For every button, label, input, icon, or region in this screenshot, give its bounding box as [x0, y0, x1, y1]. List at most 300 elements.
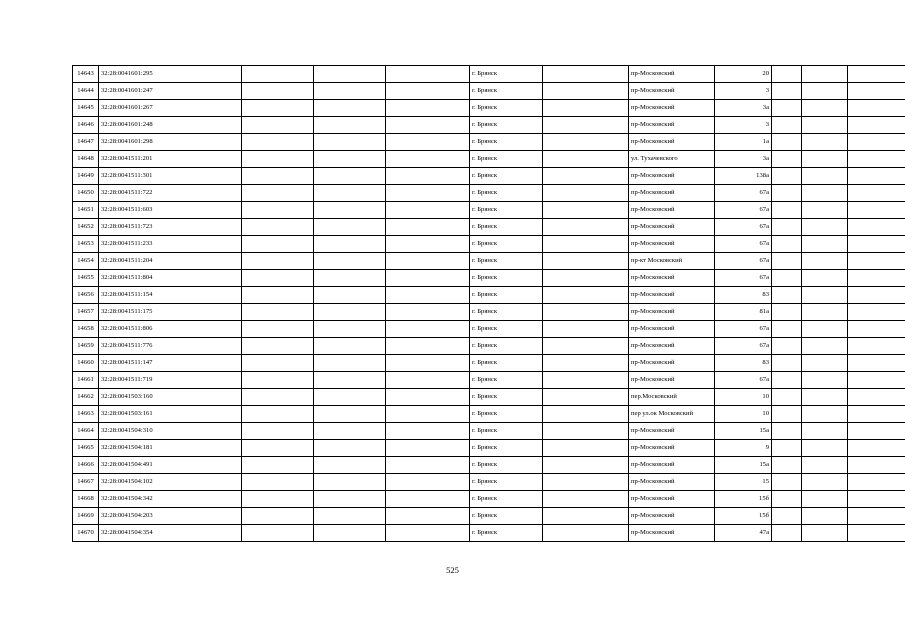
row-number: 14646: [73, 117, 99, 134]
empty-cell: [314, 253, 386, 270]
empty-cell: [802, 440, 848, 457]
empty-cell: [314, 202, 386, 219]
house-number: 67а: [715, 270, 772, 287]
empty-cell: [772, 185, 802, 202]
table-row: [73, 321, 905, 338]
empty-cell: [242, 185, 314, 202]
street-cell: пр-Московский: [629, 525, 715, 542]
cadastral-number: 32:28:0041511:147: [99, 355, 242, 372]
city-cell: г. Брянск: [470, 100, 543, 117]
empty-cell: [772, 338, 802, 355]
cadastral-number: 32:28:0041503:161: [99, 406, 242, 423]
table-row: [73, 338, 905, 355]
empty-cell: [802, 372, 848, 389]
empty-cell: [848, 202, 905, 219]
empty-cell: [386, 151, 470, 168]
empty-cell: [848, 83, 905, 100]
street-cell: пр-Московский: [629, 236, 715, 253]
row-number: 14667: [73, 474, 99, 491]
table-row: [73, 508, 905, 525]
empty-cell: [848, 270, 905, 287]
table-row: [73, 525, 905, 542]
empty-cell: [802, 406, 848, 423]
empty-cell: [242, 100, 314, 117]
empty-cell: [314, 117, 386, 134]
street-cell: пр-Московский: [629, 202, 715, 219]
street-cell: пр-Московский: [629, 474, 715, 491]
empty-cell: [802, 151, 848, 168]
empty-cell: [772, 134, 802, 151]
empty-cell: [802, 253, 848, 270]
cadastral-number: 32:28:0041511:723: [99, 219, 242, 236]
row-number: 14647: [73, 134, 99, 151]
empty-cell: [772, 321, 802, 338]
empty-cell: [772, 372, 802, 389]
house-number: 3: [715, 83, 772, 100]
empty-cell: [543, 66, 629, 83]
row-number: 14666: [73, 457, 99, 474]
city-cell: г. Брянск: [470, 389, 543, 406]
empty-cell: [314, 338, 386, 355]
empty-cell: [802, 321, 848, 338]
empty-cell: [543, 270, 629, 287]
empty-cell: [242, 406, 314, 423]
empty-cell: [543, 406, 629, 423]
table-row: [73, 100, 905, 117]
house-number: 15: [715, 474, 772, 491]
house-number: 67а: [715, 321, 772, 338]
empty-cell: [848, 355, 905, 372]
cadastral-number: 32:28:0041511:301: [99, 168, 242, 185]
empty-cell: [543, 508, 629, 525]
empty-cell: [314, 406, 386, 423]
cadastral-number: 32:28:0041511:233: [99, 236, 242, 253]
empty-cell: [848, 66, 905, 83]
city-cell: г. Брянск: [470, 134, 543, 151]
table-row: [73, 389, 905, 406]
empty-cell: [848, 117, 905, 134]
row-number: 14654: [73, 253, 99, 270]
empty-cell: [543, 219, 629, 236]
empty-cell: [848, 168, 905, 185]
cadastral-number: 32:28:0041601:267: [99, 100, 242, 117]
city-cell: г. Брянск: [470, 66, 543, 83]
cadastral-number: 32:28:0041504:354: [99, 525, 242, 542]
empty-cell: [802, 508, 848, 525]
cadastral-number: 32:28:0041511:776: [99, 338, 242, 355]
table-row: [73, 117, 905, 134]
street-cell: пр-Московский: [629, 185, 715, 202]
cadastral-number: 32:28:0041511:722: [99, 185, 242, 202]
empty-cell: [242, 66, 314, 83]
house-number: 67а: [715, 338, 772, 355]
empty-cell: [242, 151, 314, 168]
empty-cell: [314, 474, 386, 491]
empty-cell: [772, 406, 802, 423]
empty-cell: [386, 66, 470, 83]
city-cell: г. Брянск: [470, 321, 543, 338]
empty-cell: [802, 355, 848, 372]
row-number: 14650: [73, 185, 99, 202]
empty-cell: [802, 66, 848, 83]
street-cell: пр-Московский: [629, 457, 715, 474]
empty-cell: [242, 508, 314, 525]
empty-cell: [314, 423, 386, 440]
empty-cell: [314, 219, 386, 236]
table-row: [73, 219, 905, 236]
house-number: 67а: [715, 372, 772, 389]
table-row: [73, 372, 905, 389]
empty-cell: [242, 321, 314, 338]
row-number: 14656: [73, 287, 99, 304]
empty-cell: [543, 491, 629, 508]
empty-cell: [802, 389, 848, 406]
house-number: 83: [715, 355, 772, 372]
page-number: 525: [446, 565, 459, 575]
empty-cell: [802, 168, 848, 185]
empty-cell: [242, 287, 314, 304]
empty-cell: [386, 168, 470, 185]
empty-cell: [314, 491, 386, 508]
empty-cell: [772, 253, 802, 270]
city-cell: г. Брянск: [470, 491, 543, 508]
empty-cell: [386, 253, 470, 270]
row-number: 14665: [73, 440, 99, 457]
table-row: [73, 491, 905, 508]
house-number: 81а: [715, 304, 772, 321]
table-row: [73, 423, 905, 440]
house-number: 15а: [715, 457, 772, 474]
city-cell: г. Брянск: [470, 83, 543, 100]
street-cell: пр-Московский: [629, 270, 715, 287]
empty-cell: [848, 491, 905, 508]
street-cell: пр-кт Московский: [629, 253, 715, 270]
empty-cell: [386, 287, 470, 304]
city-cell: г. Брянск: [470, 219, 543, 236]
empty-cell: [386, 406, 470, 423]
empty-cell: [386, 525, 470, 542]
street-cell: пр-Московский: [629, 117, 715, 134]
city-cell: г. Брянск: [470, 253, 543, 270]
empty-cell: [772, 440, 802, 457]
empty-cell: [386, 219, 470, 236]
city-cell: г. Брянск: [470, 202, 543, 219]
empty-cell: [242, 338, 314, 355]
empty-cell: [772, 236, 802, 253]
empty-cell: [848, 457, 905, 474]
street-cell: пр-Московский: [629, 83, 715, 100]
empty-cell: [772, 457, 802, 474]
table-row: [73, 185, 905, 202]
empty-cell: [772, 474, 802, 491]
table-row: [73, 151, 905, 168]
empty-cell: [848, 134, 905, 151]
empty-cell: [242, 236, 314, 253]
empty-cell: [242, 134, 314, 151]
house-number: 15б: [715, 491, 772, 508]
empty-cell: [314, 151, 386, 168]
empty-cell: [802, 423, 848, 440]
city-cell: г. Брянск: [470, 406, 543, 423]
street-cell: пр-Московский: [629, 423, 715, 440]
empty-cell: [802, 270, 848, 287]
empty-cell: [772, 389, 802, 406]
empty-cell: [802, 185, 848, 202]
empty-cell: [242, 304, 314, 321]
empty-cell: [314, 185, 386, 202]
empty-cell: [772, 66, 802, 83]
empty-cell: [314, 355, 386, 372]
empty-cell: [848, 474, 905, 491]
house-number: 10: [715, 389, 772, 406]
cadastral-number: 32:28:0041511:806: [99, 321, 242, 338]
city-cell: г. Брянск: [470, 457, 543, 474]
empty-cell: [848, 219, 905, 236]
empty-cell: [848, 253, 905, 270]
cadastral-number: 32:28:0041511:204: [99, 253, 242, 270]
row-number: 14661: [73, 372, 99, 389]
register-table: [72, 65, 905, 542]
empty-cell: [802, 117, 848, 134]
empty-cell: [772, 168, 802, 185]
empty-cell: [386, 440, 470, 457]
empty-cell: [242, 423, 314, 440]
table-row: [73, 236, 905, 253]
street-cell: пр-Московский: [629, 100, 715, 117]
row-number: 14655: [73, 270, 99, 287]
house-number: 10: [715, 406, 772, 423]
table-row: [73, 474, 905, 491]
empty-cell: [314, 287, 386, 304]
row-number: 14663: [73, 406, 99, 423]
empty-cell: [386, 372, 470, 389]
city-cell: г. Брянск: [470, 440, 543, 457]
empty-cell: [386, 117, 470, 134]
empty-cell: [802, 236, 848, 253]
house-number: 3а: [715, 151, 772, 168]
empty-cell: [543, 117, 629, 134]
cadastral-number: 32:28:0041511:201: [99, 151, 242, 168]
table-row: [73, 83, 905, 100]
empty-cell: [802, 83, 848, 100]
table-row: [73, 457, 905, 474]
row-number: 14653: [73, 236, 99, 253]
row-number: 14660: [73, 355, 99, 372]
empty-cell: [848, 440, 905, 457]
empty-cell: [242, 440, 314, 457]
city-cell: г. Брянск: [470, 355, 543, 372]
cadastral-number: 32:28:0041504:203: [99, 508, 242, 525]
cadastral-number: 32:28:0041601:248: [99, 117, 242, 134]
table-row: [73, 168, 905, 185]
city-cell: г. Брянск: [470, 372, 543, 389]
empty-cell: [543, 372, 629, 389]
empty-cell: [772, 100, 802, 117]
street-cell: пр-Московский: [629, 134, 715, 151]
house-number: 67а: [715, 253, 772, 270]
cadastral-number: 32:28:0041511:719: [99, 372, 242, 389]
table-row: [73, 304, 905, 321]
street-cell: пр-Московский: [629, 338, 715, 355]
empty-cell: [802, 491, 848, 508]
table-row: [73, 440, 905, 457]
empty-cell: [314, 508, 386, 525]
table-row: [73, 270, 905, 287]
empty-cell: [543, 168, 629, 185]
empty-cell: [386, 508, 470, 525]
city-cell: г. Брянск: [470, 338, 543, 355]
empty-cell: [772, 83, 802, 100]
city-cell: г. Брянск: [470, 117, 543, 134]
street-cell: ул. Тухачевского: [629, 151, 715, 168]
empty-cell: [386, 83, 470, 100]
house-number: 9: [715, 440, 772, 457]
city-cell: г. Брянск: [470, 508, 543, 525]
empty-cell: [314, 270, 386, 287]
empty-cell: [386, 100, 470, 117]
city-cell: г. Брянск: [470, 287, 543, 304]
empty-cell: [242, 202, 314, 219]
house-number: 15а: [715, 423, 772, 440]
empty-cell: [314, 372, 386, 389]
cadastral-number: 32:28:0041504:102: [99, 474, 242, 491]
empty-cell: [314, 168, 386, 185]
empty-cell: [802, 100, 848, 117]
house-number: 83: [715, 287, 772, 304]
row-number: 14662: [73, 389, 99, 406]
row-number: 14669: [73, 508, 99, 525]
street-cell: пр-Московский: [629, 219, 715, 236]
cadastral-number: 32:28:0041504:491: [99, 457, 242, 474]
table-row: [73, 406, 905, 423]
house-number: 47а: [715, 525, 772, 542]
cadastral-number: 32:28:0041503:160: [99, 389, 242, 406]
empty-cell: [772, 270, 802, 287]
empty-cell: [848, 525, 905, 542]
table-row: [73, 134, 905, 151]
street-cell: пр-Московский: [629, 168, 715, 185]
empty-cell: [772, 508, 802, 525]
empty-cell: [314, 134, 386, 151]
empty-cell: [802, 457, 848, 474]
street-cell: пр-Московский: [629, 372, 715, 389]
cadastral-number: 32:28:0041601:247: [99, 83, 242, 100]
empty-cell: [386, 355, 470, 372]
house-number: 67а: [715, 202, 772, 219]
street-cell: пр-Московский: [629, 304, 715, 321]
house-number: 3а: [715, 100, 772, 117]
empty-cell: [802, 525, 848, 542]
house-number: 20: [715, 66, 772, 83]
empty-cell: [772, 355, 802, 372]
empty-cell: [386, 457, 470, 474]
empty-cell: [386, 423, 470, 440]
empty-cell: [242, 457, 314, 474]
empty-cell: [543, 83, 629, 100]
empty-cell: [543, 253, 629, 270]
house-number: 67а: [715, 219, 772, 236]
empty-cell: [242, 389, 314, 406]
cadastral-number: 32:28:0041504:310: [99, 423, 242, 440]
empty-cell: [772, 287, 802, 304]
empty-cell: [772, 151, 802, 168]
empty-cell: [242, 253, 314, 270]
empty-cell: [386, 321, 470, 338]
empty-cell: [802, 338, 848, 355]
empty-cell: [386, 270, 470, 287]
empty-cell: [242, 474, 314, 491]
city-cell: г. Брянск: [470, 151, 543, 168]
empty-cell: [314, 66, 386, 83]
cadastral-number: 32:28:0041511:154: [99, 287, 242, 304]
house-number: 3: [715, 117, 772, 134]
street-cell: пр-Московский: [629, 66, 715, 83]
street-cell: пр-Московский: [629, 491, 715, 508]
row-number: 14643: [73, 66, 99, 83]
empty-cell: [802, 202, 848, 219]
empty-cell: [314, 83, 386, 100]
city-cell: г. Брянск: [470, 474, 543, 491]
empty-cell: [543, 100, 629, 117]
table-row: [73, 355, 905, 372]
street-cell: пер ул.ок Московский: [629, 406, 715, 423]
city-cell: г. Брянск: [470, 168, 543, 185]
table-row: [73, 287, 905, 304]
empty-cell: [802, 134, 848, 151]
empty-cell: [772, 491, 802, 508]
empty-cell: [242, 372, 314, 389]
empty-cell: [543, 151, 629, 168]
empty-cell: [314, 304, 386, 321]
empty-cell: [314, 236, 386, 253]
empty-cell: [543, 304, 629, 321]
empty-cell: [242, 525, 314, 542]
empty-cell: [386, 474, 470, 491]
street-cell: пер.Московский: [629, 389, 715, 406]
row-number: 14657: [73, 304, 99, 321]
empty-cell: [802, 474, 848, 491]
empty-cell: [848, 304, 905, 321]
empty-cell: [543, 474, 629, 491]
empty-cell: [386, 491, 470, 508]
empty-cell: [242, 219, 314, 236]
house-number: 138а: [715, 168, 772, 185]
empty-cell: [386, 134, 470, 151]
empty-cell: [848, 389, 905, 406]
row-number: 14645: [73, 100, 99, 117]
empty-cell: [848, 406, 905, 423]
city-cell: г. Брянск: [470, 304, 543, 321]
empty-cell: [802, 287, 848, 304]
empty-cell: [314, 389, 386, 406]
cadastral-number: 32:28:0041511:175: [99, 304, 242, 321]
city-cell: г. Брянск: [470, 185, 543, 202]
row-number: 14644: [73, 83, 99, 100]
house-number: 1а: [715, 134, 772, 151]
empty-cell: [848, 185, 905, 202]
empty-cell: [543, 134, 629, 151]
empty-cell: [848, 321, 905, 338]
empty-cell: [543, 236, 629, 253]
empty-cell: [314, 100, 386, 117]
table-row: [73, 253, 905, 270]
street-cell: пр-Московский: [629, 440, 715, 457]
street-cell: пр-Московский: [629, 287, 715, 304]
city-cell: г. Брянск: [470, 270, 543, 287]
empty-cell: [543, 321, 629, 338]
empty-cell: [386, 236, 470, 253]
cadastral-number: 32:28:0041601:298: [99, 134, 242, 151]
